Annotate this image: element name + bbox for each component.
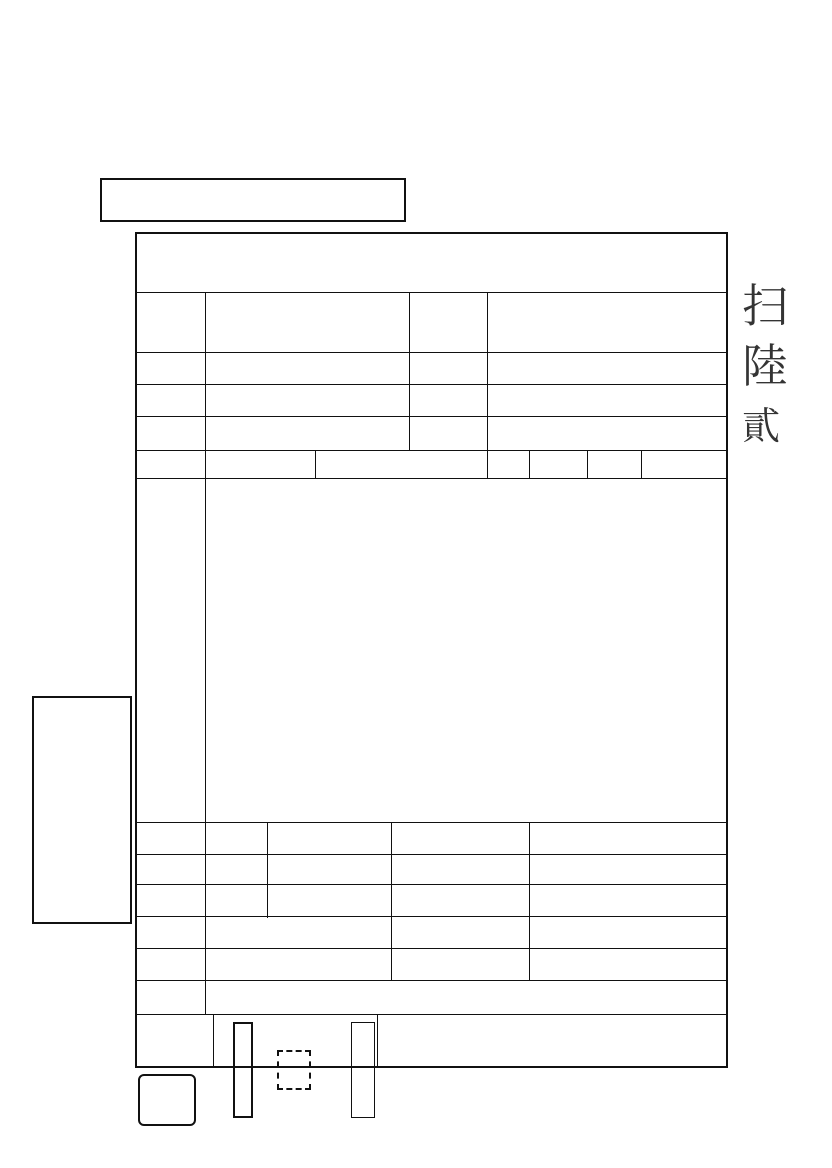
usage-permit-form	[135, 232, 728, 1068]
tax-notice-box	[100, 178, 406, 222]
chief-signature-stamp	[277, 1050, 311, 1090]
date-stamp	[351, 1022, 375, 1118]
margin-char-3: 貳	[742, 404, 781, 448]
margin-char-2: 陸	[742, 339, 788, 393]
margin-char-1: 扫	[742, 279, 788, 333]
back-reference-box	[32, 696, 132, 924]
engineer-stamp	[233, 1022, 253, 1118]
seal-stamp	[138, 1074, 196, 1126]
